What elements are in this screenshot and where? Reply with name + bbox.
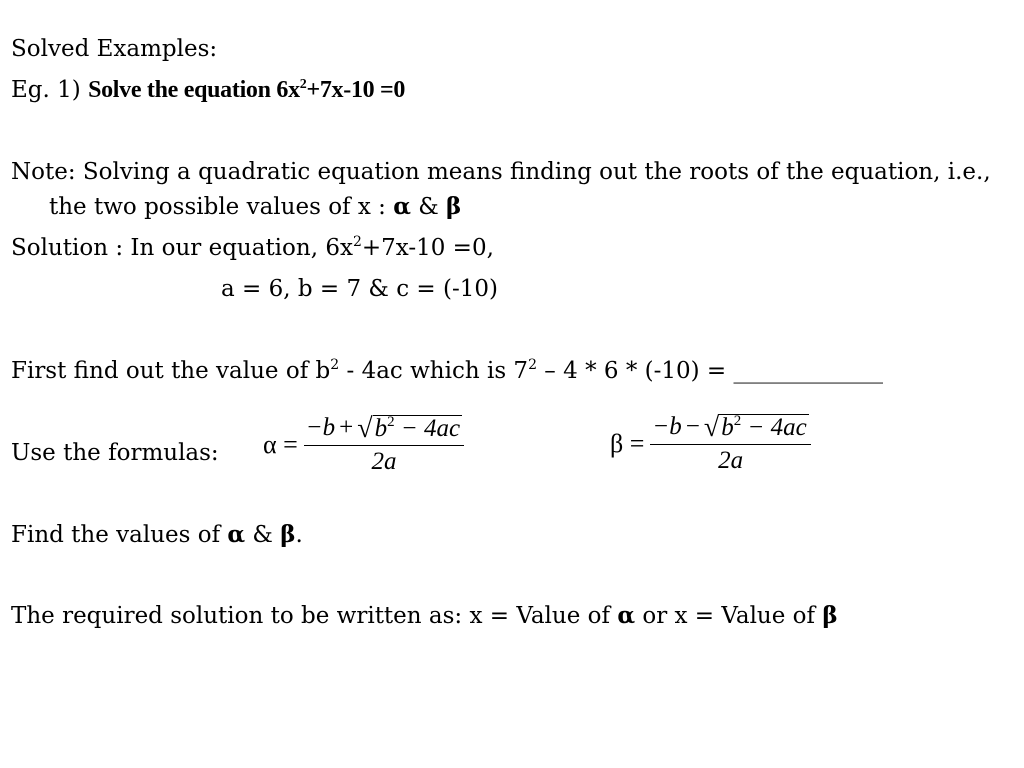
example-equation [88, 77, 405, 103]
square-root-icon: √ [703, 412, 720, 443]
alpha-operator: + [339, 414, 354, 441]
example-title [11, 75, 405, 105]
alpha-numerator [304, 414, 464, 445]
note-text-1: Note: Solving a quadratic equation means finding out the roots of the equation, i.e., [11, 159, 991, 185]
beta-denominator-text: 2a [718, 447, 744, 474]
square-root-icon: √ [357, 413, 373, 444]
note-line-2 [49, 192, 461, 222]
alpha-radicand [373, 415, 462, 442]
required-alpha: α [617, 602, 636, 629]
required-text: The required solution to be written as: x = Value of [11, 603, 618, 629]
alpha-formula [263, 414, 464, 476]
alpha-denominator [371, 446, 396, 476]
solution-line [11, 233, 494, 263]
beta-denominator [718, 445, 743, 475]
example-equation-text: Solve the equation 6x [88, 77, 300, 103]
find-alpha: α [227, 521, 246, 548]
required-beta: β [822, 602, 838, 629]
alpha-formula-lhs: α = [263, 430, 298, 459]
example-equation-rest: +7x-10 =0 [306, 77, 406, 103]
beta-radicand [719, 414, 808, 441]
coefficients-line [221, 274, 498, 304]
discriminant-line [11, 356, 883, 386]
discriminant-rest: – 4 * 6 * (-10) = _____________ [537, 358, 884, 384]
heading-text: Solved Examples: [11, 36, 218, 62]
beta-radicand-exponent: 2 [733, 413, 742, 429]
beta-radicand-rest: − 4ac [741, 414, 807, 441]
solution-exponent: 2 [352, 234, 362, 250]
beta-operator: − [685, 413, 700, 440]
beta-fraction [650, 413, 810, 475]
note-line-1 [11, 157, 991, 187]
discriminant-exponent-b: 2 [330, 357, 340, 373]
find-amp: & [245, 522, 281, 548]
alpha-radicand-exponent: 2 [387, 414, 395, 430]
note-text-2: the two possible values of x : [49, 194, 394, 220]
note-amp: & [410, 194, 447, 220]
required-mid: or x = Value of [635, 603, 823, 629]
required-line [11, 601, 838, 631]
alpha-neg-b: −b [305, 414, 336, 441]
alpha-fraction [304, 414, 464, 476]
beta-formula-lhs: β = [610, 429, 645, 458]
beta-formula [610, 413, 811, 475]
example-prefix: Eg. 1) [11, 77, 89, 103]
beta-radicand-b: b [721, 414, 734, 441]
alpha-radical [357, 415, 462, 442]
beta-numerator [650, 413, 810, 444]
solution-equation-rest: +7x-10 =0, [361, 235, 494, 261]
alpha-radicand-rest: − 4ac [394, 415, 461, 442]
example-equation-exponent: 2 [299, 77, 307, 92]
alpha-radicand-b: b [374, 415, 388, 442]
solution-text: Solution : In our equation, 6x [11, 235, 353, 261]
formulas-label [11, 438, 219, 468]
discriminant-text: First find out the value of b [11, 358, 331, 384]
find-beta: β [280, 521, 296, 548]
note-alpha: α [393, 193, 411, 220]
find-line [11, 520, 303, 550]
heading [11, 34, 217, 64]
beta-radical [704, 414, 809, 441]
find-period: . [295, 522, 303, 548]
note-beta: β [446, 193, 462, 220]
coefficients-text: a = 6, b = 7 & c = (-10) [221, 276, 498, 302]
discriminant-mid: - 4ac which is 7 [339, 358, 529, 384]
formulas-label-text: Use the formulas: [11, 440, 219, 466]
beta-neg-b: −b [652, 413, 682, 440]
find-text: Find the values of [11, 522, 228, 548]
alpha-denominator-text: 2a [371, 448, 397, 475]
discriminant-exponent-7: 2 [528, 357, 537, 373]
